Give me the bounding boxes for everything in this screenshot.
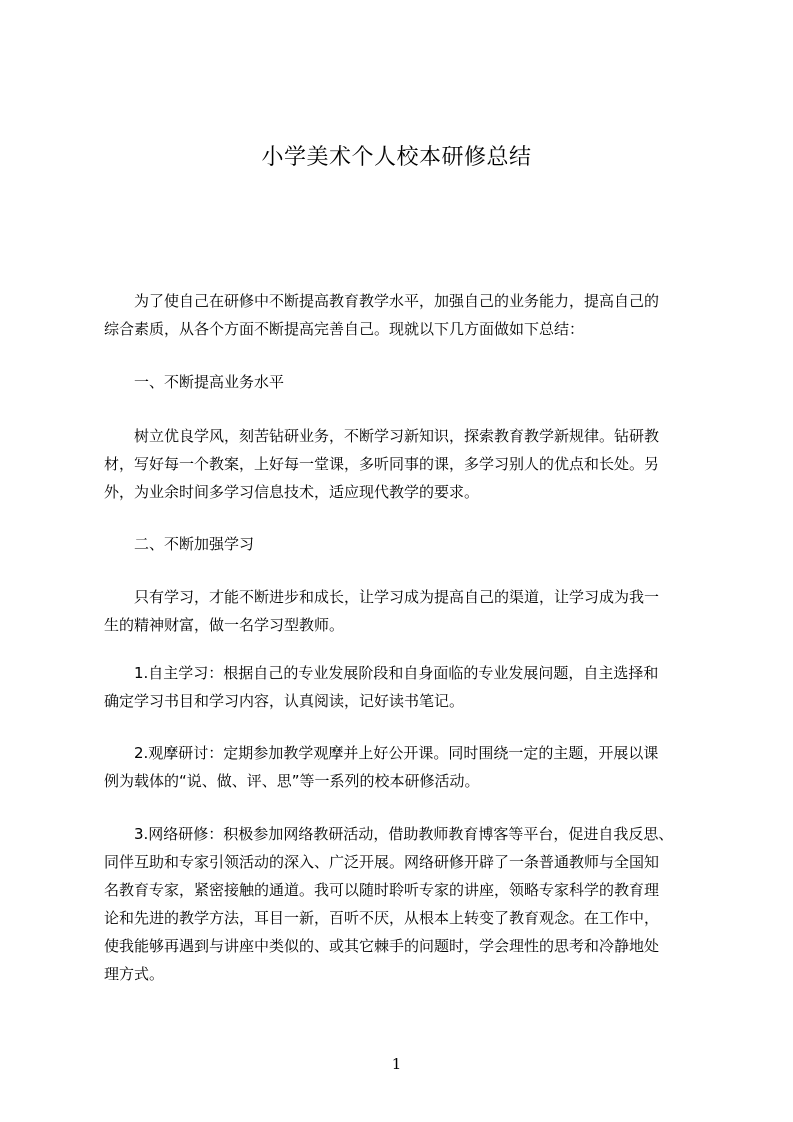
text-line: 为了使自己在研修中不断提高教育教学水平，加强自己的业务能力，提高自己的 <box>104 292 660 310</box>
section-2-paragraph <box>104 583 704 639</box>
section-heading-2 <box>104 530 704 558</box>
text-line: 生的精神财富，做一名学习型教师。 <box>104 616 345 634</box>
text-line: 2.观摩研讨：定期参加教学观摩并上好公开课。同时围绕一定的主题，开展以课 <box>104 744 659 762</box>
text-line: 例为载体的“说、做、评、思”等一系列的校本研修活动。 <box>104 772 480 790</box>
text-line: 树立优良学风，刻苦钻研业务，不断学习新知识，探索教育教学新规律。钻研教 <box>104 427 660 445</box>
list-item-1 <box>104 659 704 715</box>
text-line: 同伴互助和专家引领活动的深入、广泛开展。网络研修开辟了一条普通教师与全国知 <box>104 853 660 871</box>
text-line: 确定学习书目和学习内容，认真阅读，记好读书笔记。 <box>104 692 465 710</box>
text-line: 1.自主学习：根据自己的专业发展阶段和自身面临的专业发展问题，自主选择和 <box>104 664 659 682</box>
text-line: 论和先进的教学方法，耳目一新，百听不厌，从根本上转变了教育观念。在工作中， <box>104 909 660 927</box>
list-item-2 <box>104 739 704 795</box>
text-line: 3.网络研修：积极参加网络教研活动，借助教师教育博客等平台，促进自我反思、 <box>104 825 674 843</box>
section-1-paragraph <box>104 422 704 506</box>
heading-text: 一、不断提高业务水平 <box>104 373 285 391</box>
text-line: 综合素质，从各个方面不断提高完善自己。现就以下几方面做如下总结： <box>104 320 585 338</box>
text-line: 名教育专家，紧密接触的通道。我可以随时聆听专家的讲座，领略专家科学的教育理 <box>104 881 660 899</box>
list-item-3 <box>104 820 704 988</box>
heading-text: 二、不断加强学习 <box>104 535 255 553</box>
text-line: 只有学习，才能不断进步和成长，让学习成为提高自己的渠道，让学习成为我一 <box>104 588 660 606</box>
text-line: 材，写好每一个教案，上好每一堂课，多听同事的课，多学习别人的优点和长处。另 <box>104 455 660 473</box>
text-line: 外，为业余时间多学习信息技术，适应现代教学的要求。 <box>104 483 480 501</box>
text-line: 使我能够再遇到与讲座中类似的、或其它棘手的问题时，学会理性的思考和冷静地处 <box>104 937 660 955</box>
text-line: 理方式。 <box>104 965 165 983</box>
section-heading-1 <box>104 368 704 396</box>
document-title: 小学美术个人校本研修总结 <box>261 145 532 170</box>
page-number: 1 <box>391 1055 402 1073</box>
intro-paragraph <box>104 287 704 343</box>
